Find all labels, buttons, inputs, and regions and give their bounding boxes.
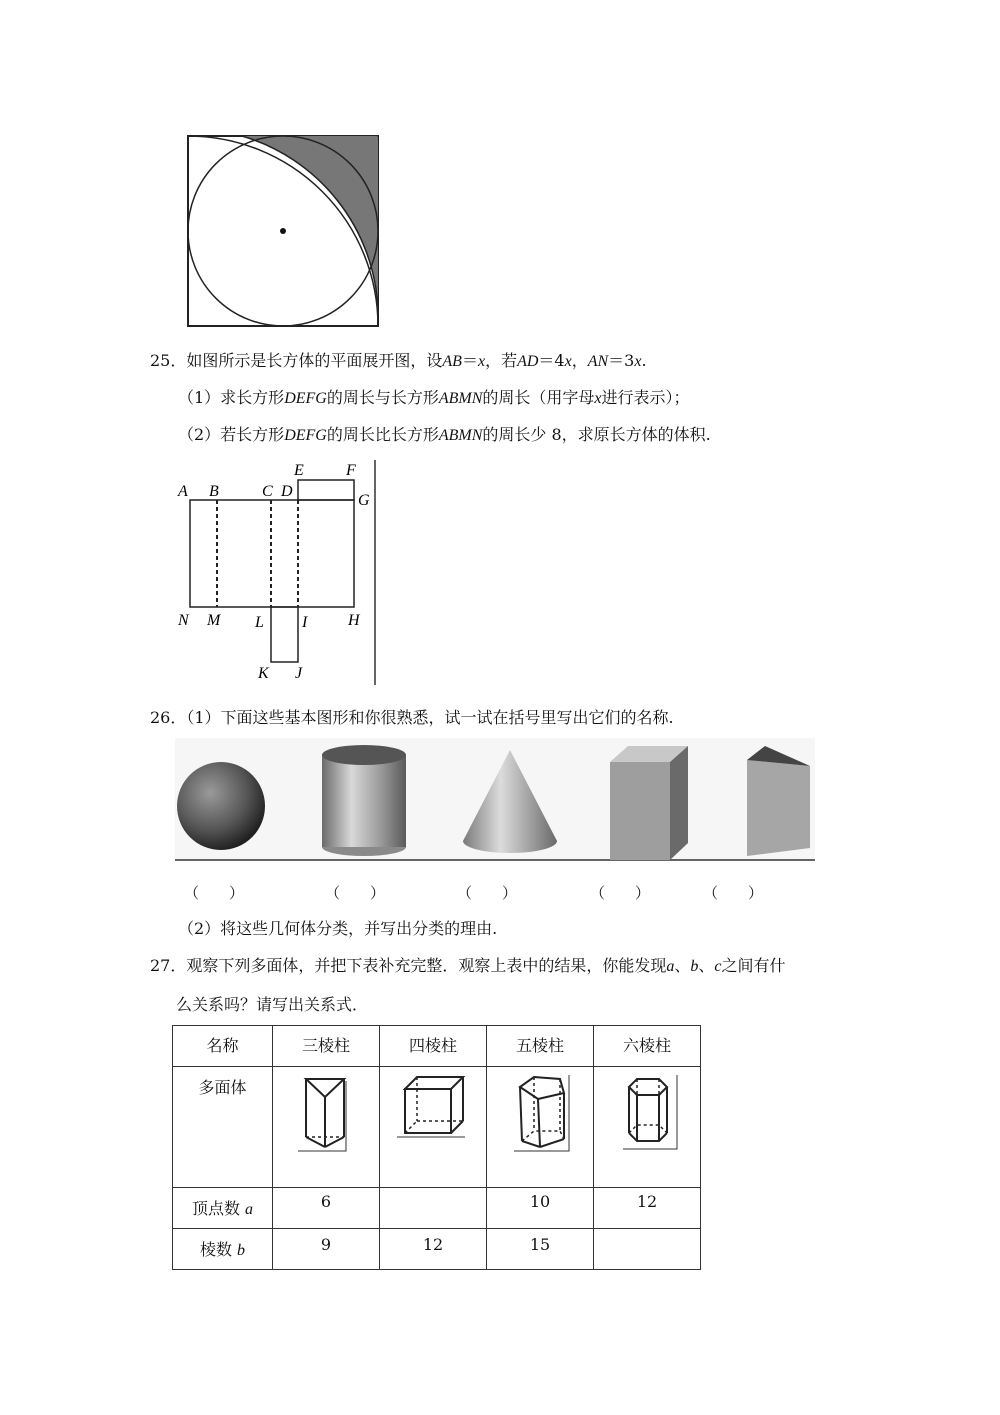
edge-cell: 15 [487,1229,594,1270]
label-K: K [258,665,269,682]
answer-blank-3[interactable]: （ ） [457,884,518,902]
answer-blank-2[interactable]: （ ） [325,884,386,902]
row-label: 多面体 [173,1067,273,1188]
label-C: C [262,483,273,500]
label-B: B [209,483,219,500]
table-row [173,1067,701,1188]
q26-sub2: （2）将这些几何体分类，并写出分类的理由. [178,919,498,938]
rect-defg [298,480,354,500]
edge-cell-blank[interactable] [594,1229,701,1270]
label-N: N [178,612,189,629]
solids-figure [170,738,820,868]
polyhedra-table [172,1025,701,1270]
header-cell: 名称 [173,1026,273,1067]
header-cell: 三棱柱 [273,1026,380,1067]
label-E: E [294,462,304,479]
label-L: L [255,614,264,631]
rect-lijk [271,607,298,662]
q25-sub1: （1）求长方形DEFG的周长与长方形ABMN的周长（用字母x进行表示）； [178,388,690,407]
square-prism-drawing [383,1067,483,1167]
q27-line1: 27．观察下列多面体，并把下表补充完整．观察上表中的结果，你能发现a、b、c之间有什 [150,956,786,975]
label-A: A [178,483,188,500]
vertex-cell: 10 [487,1188,594,1229]
answer-blank-5[interactable]: （ ） [703,884,764,902]
answer-blank-4[interactable]: （ ） [590,884,651,902]
header-cell: 六棱柱 [594,1026,701,1067]
row-label: 棱数 b [173,1229,273,1270]
vertex-cell: 12 [594,1188,701,1229]
q25-stem: 25．如图所示是长方体的平面展开图，设AB＝x，若AD＝4x，AN＝3x. [150,351,647,370]
hexagonal-prism-cell [594,1067,701,1188]
header-cell: 四棱柱 [380,1026,487,1067]
label-H: H [348,612,360,629]
label-F: F [346,462,356,479]
center-point [280,228,286,234]
table-row [173,1188,701,1229]
sphere-shape [177,762,265,850]
label-I: I [302,614,308,631]
label-G: G [358,492,370,509]
vertex-cell-blank[interactable] [380,1188,487,1229]
cylinder-shape [322,745,406,856]
vertex-cell: 6 [273,1188,380,1229]
label-M: M [207,612,221,629]
circle-square-figure [180,128,385,333]
table-row [173,1229,701,1270]
edge-cell: 9 [273,1229,380,1270]
q26-sub1: 26．（1）下面这些基本图形和你很熟悉，试一试在括号里写出它们的名称. [150,708,674,727]
q25-sub2: （2）若长方形DEFG的周长比长方形ABMN的周长少 8，求原长方体的体积. [178,425,711,444]
triangular-prism-cell [273,1067,380,1188]
label-D: D [281,483,293,500]
square-prism-cell [380,1067,487,1188]
table-row [173,1026,701,1067]
triangular-prism-shape [747,746,810,856]
cuboid-net-figure [170,455,385,690]
header-cell: 五棱柱 [487,1026,594,1067]
q27-line2: 么关系吗？请写出关系式． [176,995,369,1014]
label-J: J [295,665,303,682]
cube-shape [610,746,688,860]
edge-cell: 12 [380,1229,487,1270]
triangular-prism-drawing [276,1067,376,1167]
pentagonal-prism-drawing [490,1067,590,1167]
hexagonal-prism-drawing [597,1067,697,1167]
pentagonal-prism-cell [487,1067,594,1188]
row-label: 顶点数 a [173,1188,273,1229]
answer-blank-1[interactable]: （ ） [184,884,245,902]
